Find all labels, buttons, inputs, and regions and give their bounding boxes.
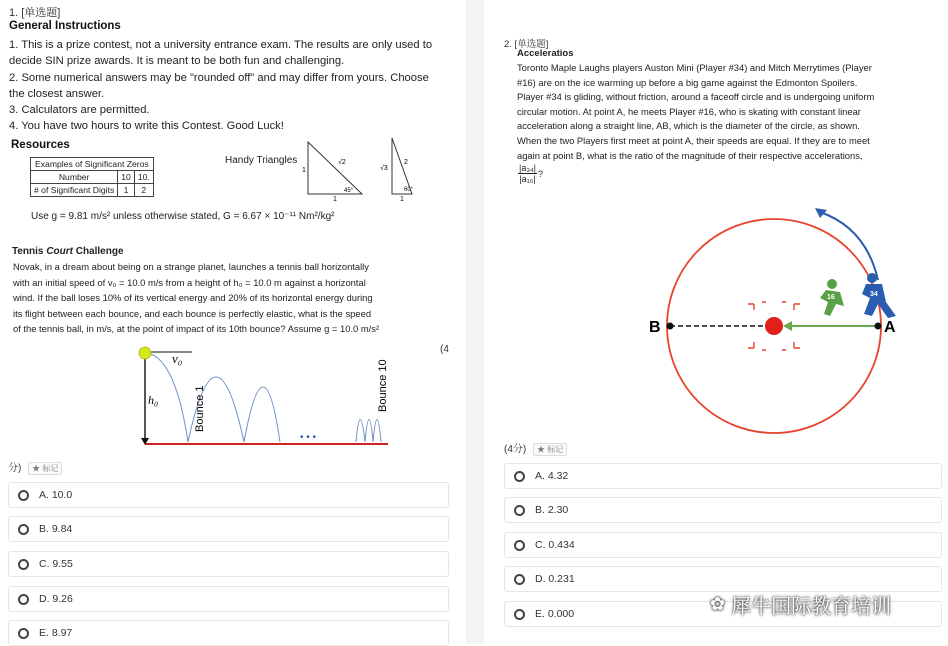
player-34-icon [862,273,896,318]
triangle-label: √3 [380,165,388,172]
option-label: A. 4.32 [535,470,569,482]
ratio-fraction [518,163,543,184]
problem-line: Novak, in a dream about being on a strange planet, launches a tennis ball horizontally [13,261,369,272]
ratio-numerator: |a₃₄| [519,163,537,173]
instruction-line: 3. Calculators are permitted. [9,104,150,117]
table-cell: Number [31,171,118,184]
player-16-icon [820,279,844,316]
v0-label: v₀ [172,351,183,366]
triangle-label: 1 [400,196,404,202]
option-label: B. 2.30 [535,504,569,516]
option-label: E. 0.000 [535,608,575,620]
question-2-panel [484,0,948,644]
option-label: A. 10.0 [39,489,73,501]
significant-zeros-table [30,157,154,197]
title-part: Court [46,246,73,257]
question-1-panel [0,0,466,644]
problem-line: acceleration along a straight line, AB, which is the diameter of the circle, as shown. [517,120,860,132]
option-label: E. 8.97 [39,627,73,639]
option-b[interactable] [8,516,449,542]
score-partial: (4 [440,344,449,355]
tennis-problem-text [13,259,443,337]
option-c[interactable] [504,532,942,558]
handy-triangles-label: Handy Triangles [225,155,298,166]
triangle-label: 1 [302,167,306,174]
problem-line: of the tennis ball, in m/s, at the point of impact of its 10th bounce? Assume g = 10.0 m/s² [13,323,380,334]
problem-line: its flight between each bounce, and each bounce is perfectly elastic, what is the speed [13,307,372,319]
point-b-dot [667,323,674,330]
option-e[interactable] [8,620,449,646]
problem-line: When the two Players first meet at point A, their speeds are equal. If they are to meet [517,134,870,146]
trajectory-arc [356,420,365,443]
problem-line: again at point B, what is the ratio of the magnitude of their respective accelerations, [517,149,863,161]
radio-icon[interactable] [514,574,525,585]
ratio-question-mark: ? [538,168,544,179]
score-row [504,440,567,456]
trajectory-arc [365,420,373,443]
h0-label: h₀ [148,393,159,407]
table-header: Examples of Significant Zeros [31,158,154,171]
player-16-number: 16 [827,294,835,301]
table-cell: 2 [134,184,153,197]
mark-tag[interactable]: ★ 标记 [28,462,62,475]
triangle-label: 45° [344,188,354,194]
radio-icon[interactable] [514,609,525,620]
blue-motion-arrow [820,212,878,280]
gravity-constants-line: Use g = 9.81 m/s² unless otherwise stated, G = 6.67 × 10⁻¹¹ Nm²/kg² [31,211,335,222]
score-text: 分) [8,463,22,474]
table-cell: 10 [118,171,135,184]
ellipsis-dots: • • • [300,432,317,443]
problem-line: #16) are on the ice warming up before a big game against the Edmonton Spoilers. [517,76,858,88]
panel-gutter [466,0,484,644]
acceleratios-title: Acceleratios [517,48,574,59]
green-arrow-head [783,321,792,331]
triangle-label: 2 [404,159,408,166]
tennis-ball [139,347,151,359]
triangle-45 [308,142,362,194]
triangle-label: 1 [333,196,337,202]
fraction-body [518,163,537,184]
tennis-challenge-title [12,246,124,257]
wechat-icon: ✿ [710,594,726,615]
acceleratios-text [517,61,947,163]
radio-icon[interactable] [514,540,525,551]
table-cell: 1 [118,184,135,197]
question-2-label: 2. [单选题] [504,39,549,50]
triangle-label: √2 [338,159,346,166]
score-text: (4分) [504,444,527,455]
watermark-text: 犀牛国际教育培训 [731,594,892,618]
option-b[interactable] [504,497,942,523]
radio-icon[interactable] [18,490,29,501]
radio-icon[interactable] [514,471,525,482]
handy-triangles-figure [300,136,430,202]
option-a[interactable] [504,463,942,489]
option-d[interactable] [504,566,942,592]
trajectory-arc [373,420,381,443]
mark-tag[interactable]: ★ 标记 [533,443,567,456]
problem-line: wind. If the ball loses 10% of its vertical energy and 20% of its horizontal energy during [13,292,373,303]
option-c[interactable] [8,551,449,577]
title-part: Tennis [12,246,47,257]
instruction-line: 4. You have two hours to write this Contest. Good Luck! [9,120,284,133]
bounce-10-label: Bounce 10 [377,359,389,412]
radio-icon[interactable] [18,594,29,605]
tennis-bounce-diagram [120,342,420,452]
table-cell: 10. [134,171,153,184]
radio-icon[interactable] [18,524,29,535]
option-d[interactable] [8,586,449,612]
radio-icon[interactable] [514,505,525,516]
radio-icon[interactable] [18,559,29,570]
triangle-60 [392,138,412,194]
faceoff-circle-diagram [634,198,934,443]
player-34-number: 34 [870,291,878,298]
option-label: C. 0.434 [535,539,575,551]
point-a-dot [875,323,882,330]
question-1-label: 1. [单选题] [9,7,61,19]
radio-icon[interactable] [18,628,29,639]
point-a-label: A [884,319,896,336]
title-part: Challenge [72,246,124,257]
instruction-line: 2. Some numerical answers may be "rounded off" and may differ from yours. Choose [9,71,429,84]
option-label: C. 9.55 [39,558,73,570]
problem-line: with an initial speed of v₀ = 10.0 m/s from a height of h₀ = 10.0 m against a horizontal [13,276,366,288]
trajectory-arc [244,387,280,442]
triangle-label: 60° [404,187,414,193]
instruction-line: the closest answer. [9,87,105,100]
watermark [710,590,891,619]
instructions-block [9,37,464,135]
problem-line: Player #34 is gliding, without friction, around a faceoff circle and is undergoing uniform [517,91,875,103]
ratio-denominator: |a₁₆| [519,174,536,184]
resources-title: Resources [11,139,70,151]
option-label: B. 9.84 [39,523,73,535]
bounce-1-label: Bounce 1 [194,385,206,432]
center-dot [765,317,783,335]
option-a[interactable] [8,482,449,508]
problem-line: Toronto Maple Laughs players Auston Mini (Player #34) and Mitch Merrytimes (Player [517,62,872,73]
option-label: D. 9.26 [39,593,73,605]
general-instructions-title: General Instructions [9,20,121,32]
option-label: D. 0.231 [535,573,575,585]
score-row [8,459,62,475]
instruction-line: decide SIN prize awards. It is meant to be both fun and challenging. [9,55,345,68]
table-cell: # of Significant Digits [31,184,118,197]
point-b-label: B [649,319,661,336]
problem-line: circular motion. At point A, he meets Player #16, who is skating with constant linear [517,105,861,117]
instruction-line: 1. This is a prize contest, not a university entrance exam. The results are only used to [9,39,433,51]
